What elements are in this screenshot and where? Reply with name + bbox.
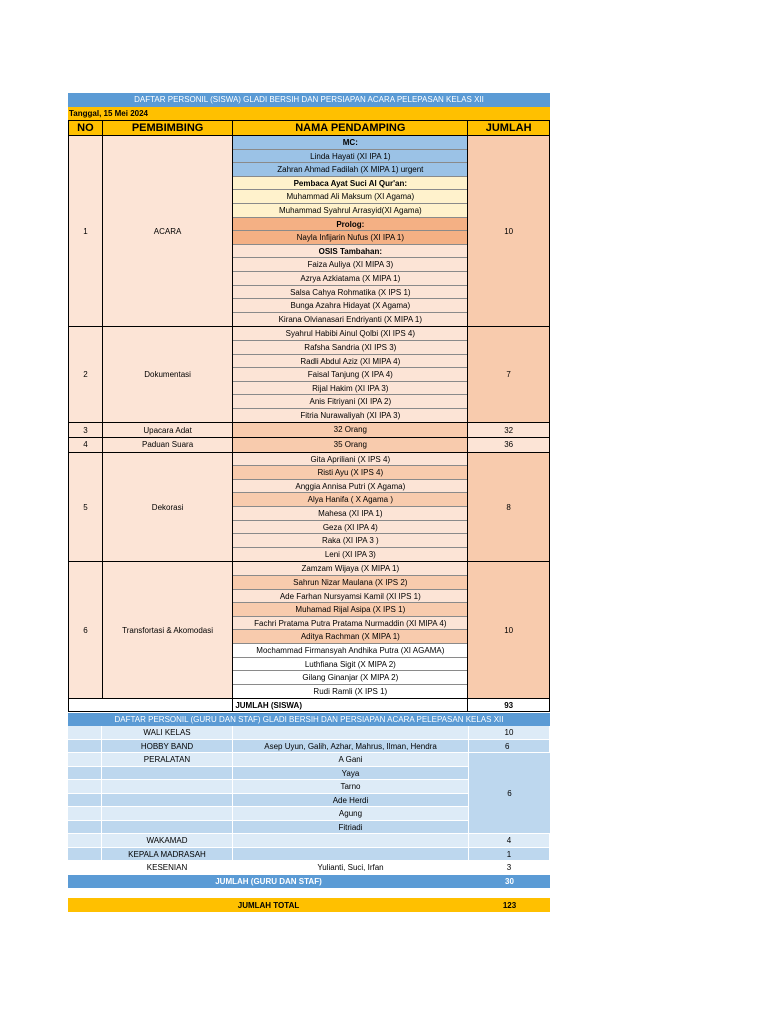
list-item: Gilang Ginanjar (X MIPA 2) [233, 671, 467, 685]
group-jumlah: 32 [468, 423, 549, 437]
list-item: Mochammad Firmansyah Andhika Putra (XI AGAMA) [233, 644, 467, 658]
staff-row-wali-kelas [68, 726, 550, 740]
siswa-total-spacer [69, 699, 233, 711]
list-item: Muhammad Syahrul Arrasyid(XI Agama) [233, 204, 467, 218]
staff-row-kepala [68, 848, 550, 862]
list-item: Nayla Infijarin Nufus (XI IPA 1) [233, 231, 467, 245]
group-names [233, 562, 468, 698]
group-no: 3 [69, 423, 103, 437]
list-item: OSIS Tambahan: [233, 245, 467, 259]
list-item: Sahrun Nizar Maulana (X IPS 2) [233, 576, 467, 590]
group-no: 5 [69, 453, 103, 562]
group-pembimbing: Dokumentasi [103, 327, 233, 422]
peralatan-name: Yaya [233, 767, 469, 781]
list-item: Faisal Tanjung (X IPA 4) [233, 368, 467, 382]
peralatan-row [68, 794, 469, 808]
staff-no-cell [68, 807, 102, 821]
group-pembimbing: Paduan Suara [103, 438, 233, 452]
staff-total-value: 30 [505, 876, 514, 886]
list-item: Fachri Pratama Putra Pratama Nurmaddin (XI MIPA 4) [233, 617, 467, 631]
list-item: MC: [233, 136, 467, 150]
list-item: Geza (XI IPA 4) [233, 521, 467, 535]
group-pembimbing: Upacara Adat [103, 423, 233, 437]
staff-no-cell [68, 861, 102, 875]
list-item: Raka (XI IPA 3 ) [233, 534, 467, 548]
header-no: NO [69, 121, 103, 135]
group-jumlah: 7 [468, 327, 549, 422]
staff-row-hobby-band [68, 740, 550, 754]
group-names [233, 136, 468, 326]
staff-label-empty [102, 780, 233, 794]
group-block [68, 423, 550, 438]
staff-label: KESENIAN [102, 861, 233, 875]
staff-label: KEPALA MADRASAH [102, 848, 233, 862]
header-jumlah: JUMLAH [485, 122, 532, 134]
group-pembimbing: Dekorasi [103, 453, 233, 562]
staff-no-cell [68, 753, 102, 767]
peralatan-row [68, 807, 469, 821]
group-block [68, 562, 550, 699]
staff-no-cell [68, 740, 102, 754]
group-block [68, 327, 550, 423]
staff-label-empty [102, 767, 233, 781]
staff-no-cell [68, 726, 102, 740]
grand-total-value: 123 [502, 900, 517, 910]
table-header [68, 120, 550, 136]
group-no: 4 [69, 438, 103, 452]
peralatan-name: Agung [233, 807, 469, 821]
staff-count: 10 [469, 726, 550, 740]
staff-total-label: JUMLAH (GURU DAN STAF) [215, 876, 322, 886]
siswa-groups [68, 136, 550, 699]
siswa-total-label: JUMLAH (SISWA) [233, 699, 468, 711]
list-item: Ade Farhan Nursyamsi Kamil (XI IPS 1) [233, 590, 467, 604]
staff-no-cell [68, 848, 102, 862]
staff-count: 4 [469, 834, 550, 848]
staff-names [233, 848, 469, 862]
list-item: Anggia Annisa Putri (X Agama) [233, 480, 467, 494]
sheet-title: DAFTAR PERSONIL (SISWA) GLADI BERSIH DAN PERSIAPAN ACARA PELEPASAN KELAS XII [68, 93, 550, 107]
list-item: Pembaca Ayat Suci Al Qur'an: [233, 177, 467, 191]
list-item: Leni (XI IPA 3) [233, 548, 467, 562]
siswa-total-value: 93 [504, 700, 514, 710]
staff-label: PERALATAN [102, 753, 233, 767]
list-item: Bunga Azahra Hidayat (X Agama) [233, 299, 467, 313]
peralatan-row [68, 780, 469, 794]
staff-count: 6 [469, 740, 550, 754]
staff-row-kesenian [68, 861, 550, 875]
staff-label: WAKAMAD [102, 834, 233, 848]
list-item: Muhammad Ali Maksum (XI Agama) [233, 190, 467, 204]
staff-label: HOBBY BAND [102, 740, 233, 754]
list-item: Linda Hayati (XI IPA 1) [233, 150, 467, 164]
peralatan-name: Tarno [233, 780, 469, 794]
sheet-date: Tanggal, 15 Mei 2024 [68, 107, 550, 120]
staff-count: 1 [469, 848, 550, 862]
list-item: Muhamad Rijal Asipa (X IPS 1) [233, 603, 467, 617]
staff-label-empty [102, 807, 233, 821]
peralatan-name: Ade Herdi [233, 794, 469, 808]
list-item: Zahran Ahmad Fadilah (X MIPA 1) urgent [233, 163, 467, 177]
group-names [233, 423, 468, 437]
group-names [233, 438, 468, 452]
peralatan-name: A Gani [233, 753, 469, 767]
peralatan-row [68, 753, 469, 767]
staff-no-cell [68, 767, 102, 781]
group-jumlah: 8 [468, 453, 549, 562]
staff-no-cell [68, 780, 102, 794]
staff-row-wakamad [68, 834, 550, 848]
list-item: Mahesa (XI IPA 1) [233, 507, 467, 521]
list-item: Prolog: [233, 218, 467, 232]
group-no: 1 [69, 136, 103, 326]
group-no: 6 [69, 562, 103, 698]
staff-names [233, 726, 469, 740]
peralatan-rows [68, 753, 469, 834]
group-block [68, 453, 550, 563]
staff-label: WALI KELAS [102, 726, 233, 740]
group-jumlah: 10 [468, 562, 549, 698]
staff-title: DAFTAR PERSONIL (GURU DAN STAF) GLADI BERSIH DAN PERSIAPAN ACARA PELEPASAN KELAS XII [68, 713, 550, 726]
list-item: Anis Fitriyani (XI IPA 2) [233, 395, 467, 409]
staff-count: 6 [469, 753, 550, 834]
siswa-sheet [68, 93, 550, 888]
group-jumlah: 36 [468, 438, 549, 452]
staff-count: 3 [469, 861, 550, 875]
list-item: Rijal Hakim (XI IPA 3) [233, 382, 467, 396]
list-item: Kirana Olvianasari Endriyanti (X MIPA 1) [233, 313, 467, 327]
siswa-total-row [68, 699, 550, 712]
group-jumlah: 10 [468, 136, 549, 326]
staff-names: Asep Uyun, Galih, Azhar, Mahrus, Ilman, Hendra [233, 740, 469, 754]
list-item: Luthfiana Sigit (X MIPA 2) [233, 658, 467, 672]
list-item: Rudi Ramli (X IPS 1) [233, 685, 467, 699]
peralatan-row [68, 821, 469, 835]
list-item: Gita Apriliani (X IPS 4) [233, 453, 467, 467]
group-no: 2 [69, 327, 103, 422]
list-item: Syahrul Habibi Ainul Qolbi (XI IPS 4) [233, 327, 467, 341]
list-item: Alya Hanifa ( X Agama ) [233, 493, 467, 507]
peralatan-name: Fitriadi [233, 821, 469, 835]
staff-names: Yulianti, Suci, Irfan [233, 861, 469, 875]
list-item: Faiza Auliya (XI MIPA 3) [233, 258, 467, 272]
group-block [68, 136, 550, 327]
grand-total-row [68, 898, 550, 912]
list-item: Risti Ayu (X IPS 4) [233, 466, 467, 480]
list-item: 35 Orang [233, 438, 467, 452]
header-pembimbing: PEMBIMBING [103, 121, 233, 135]
list-item: 32 Orang [233, 423, 467, 437]
staff-total-row [68, 875, 550, 888]
staff-no-cell [68, 821, 102, 835]
staff-no-cell [68, 794, 102, 808]
group-pembimbing: ACARA [103, 136, 233, 326]
header-nama: NAMA PENDAMPING [233, 121, 468, 135]
staff-row-peralatan [68, 753, 550, 834]
group-block [68, 438, 550, 453]
staff-no-cell [68, 834, 102, 848]
staff-names [233, 834, 469, 848]
list-item: Aditya Rachman (X MIPA 1) [233, 630, 467, 644]
staff-label-empty [102, 821, 233, 835]
staff-label-empty [102, 794, 233, 808]
group-names [233, 453, 468, 562]
peralatan-row [68, 767, 469, 781]
group-pembimbing: Transfortasi & Akomodasi [103, 562, 233, 698]
list-item: Salsa Cahya Rohmatika (X IPS 1) [233, 286, 467, 300]
list-item: Radli Abdul Aziz (XI MIPA 4) [233, 355, 467, 369]
list-item: Rafsha Sandria (XI IPS 3) [233, 341, 467, 355]
grand-total-label: JUMLAH TOTAL [237, 900, 300, 910]
list-item: Fitria Nurawaliyah (XI IPA 3) [233, 409, 467, 423]
list-item: Zamzam Wijaya (X MIPA 1) [233, 562, 467, 576]
list-item: Azrya Azkiatama (X MIPA 1) [233, 272, 467, 286]
group-names [233, 327, 468, 422]
